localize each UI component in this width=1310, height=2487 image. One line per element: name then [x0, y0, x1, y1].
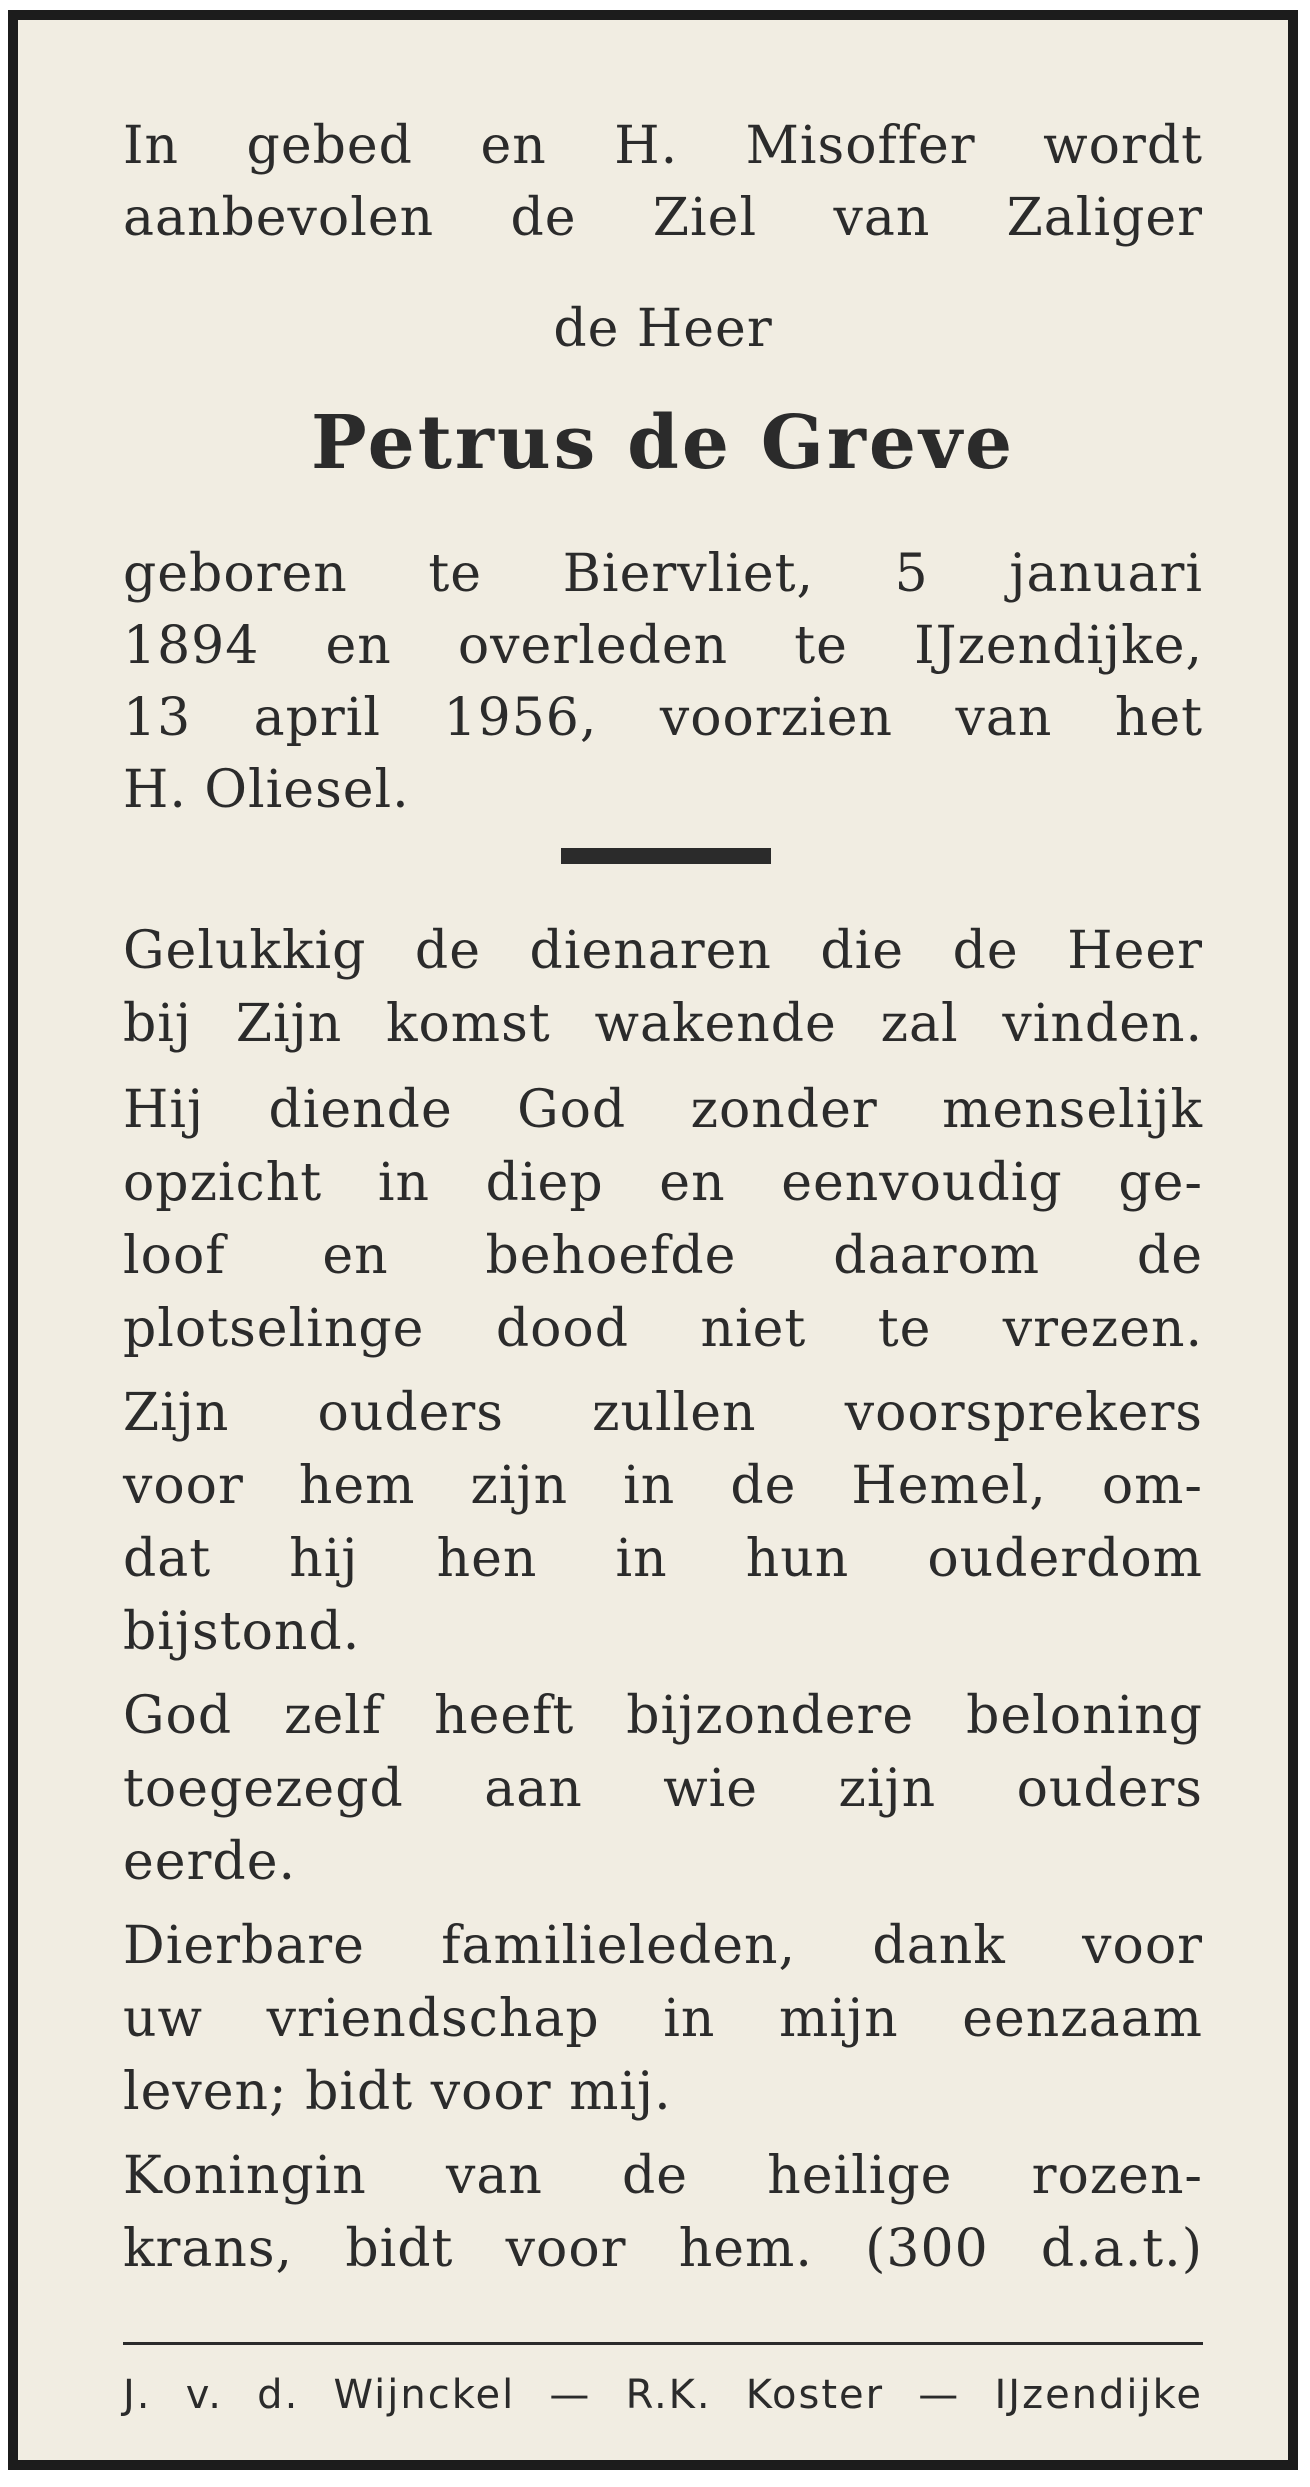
intro-line-3: de Heer [553, 299, 773, 359]
verse-line-8: voor hem zijn in de Hemel, om- [123, 1456, 1203, 1516]
verse-line-5: loof en behoefde daarom de [123, 1226, 1203, 1286]
verse-line-13: eerde. [123, 1832, 296, 1892]
verse-line-9: dat hij hen in hun ouderdom [123, 1529, 1203, 1589]
footer-rule [123, 2342, 1203, 2345]
intro-line-2: aanbevolen de Ziel van Zaliger [123, 188, 1203, 248]
birth-line-4: H. Oliesel. [123, 760, 410, 820]
verse-line-6: plotselinge dood niet te vrezen. [123, 1299, 1203, 1359]
verse-line-2: bij Zijn komst wakende zal vinden. [123, 994, 1203, 1054]
verse-line-15: uw vriendschap in mijn eenzaam [123, 1989, 1203, 2049]
verse-line-14: Dierbare familieleden, dank voor [123, 1916, 1203, 1976]
separator-bar [561, 848, 771, 864]
verse-line-16: leven; bidt voor mij. [123, 2062, 672, 2122]
verse-line-3: Hij diende God zonder menselijk [123, 1080, 1203, 1140]
deceased-name: Petrus de Greve [310, 400, 1016, 486]
verse-line-4: opzicht in diep en eenvoudig ge- [123, 1153, 1203, 1213]
verse-line-11: God zelf heeft bijzondere beloning [123, 1686, 1203, 1746]
memorial-card [8, 10, 1298, 2470]
verse-line-18: krans, bidt voor hem. (300 d.a.t.) [123, 2219, 1203, 2279]
verse-line-12: toegezegd aan wie zijn ouders [123, 1759, 1203, 1819]
verse-line-7: Zijn ouders zullen voorsprekers [123, 1383, 1203, 1443]
birth-line-1: geboren te Biervliet, 5 januari [123, 544, 1203, 604]
verse-line-10: bijstond. [123, 1602, 361, 1662]
verse-line-1: Gelukkig de dienaren die de Heer [123, 921, 1203, 981]
intro-line-1: In gebed en H. Misoffer wordt [123, 116, 1203, 176]
printer-credit: J. v. d. Wijnckel — R.K. Koster — IJzendijke [123, 2372, 1203, 2418]
birth-line-2: 1894 en overleden te IJzendijke, [123, 616, 1203, 676]
verse-line-17: Koningin van de heilige rozen- [123, 2146, 1203, 2206]
birth-line-3: 13 april 1956, voorzien van het [123, 688, 1203, 748]
